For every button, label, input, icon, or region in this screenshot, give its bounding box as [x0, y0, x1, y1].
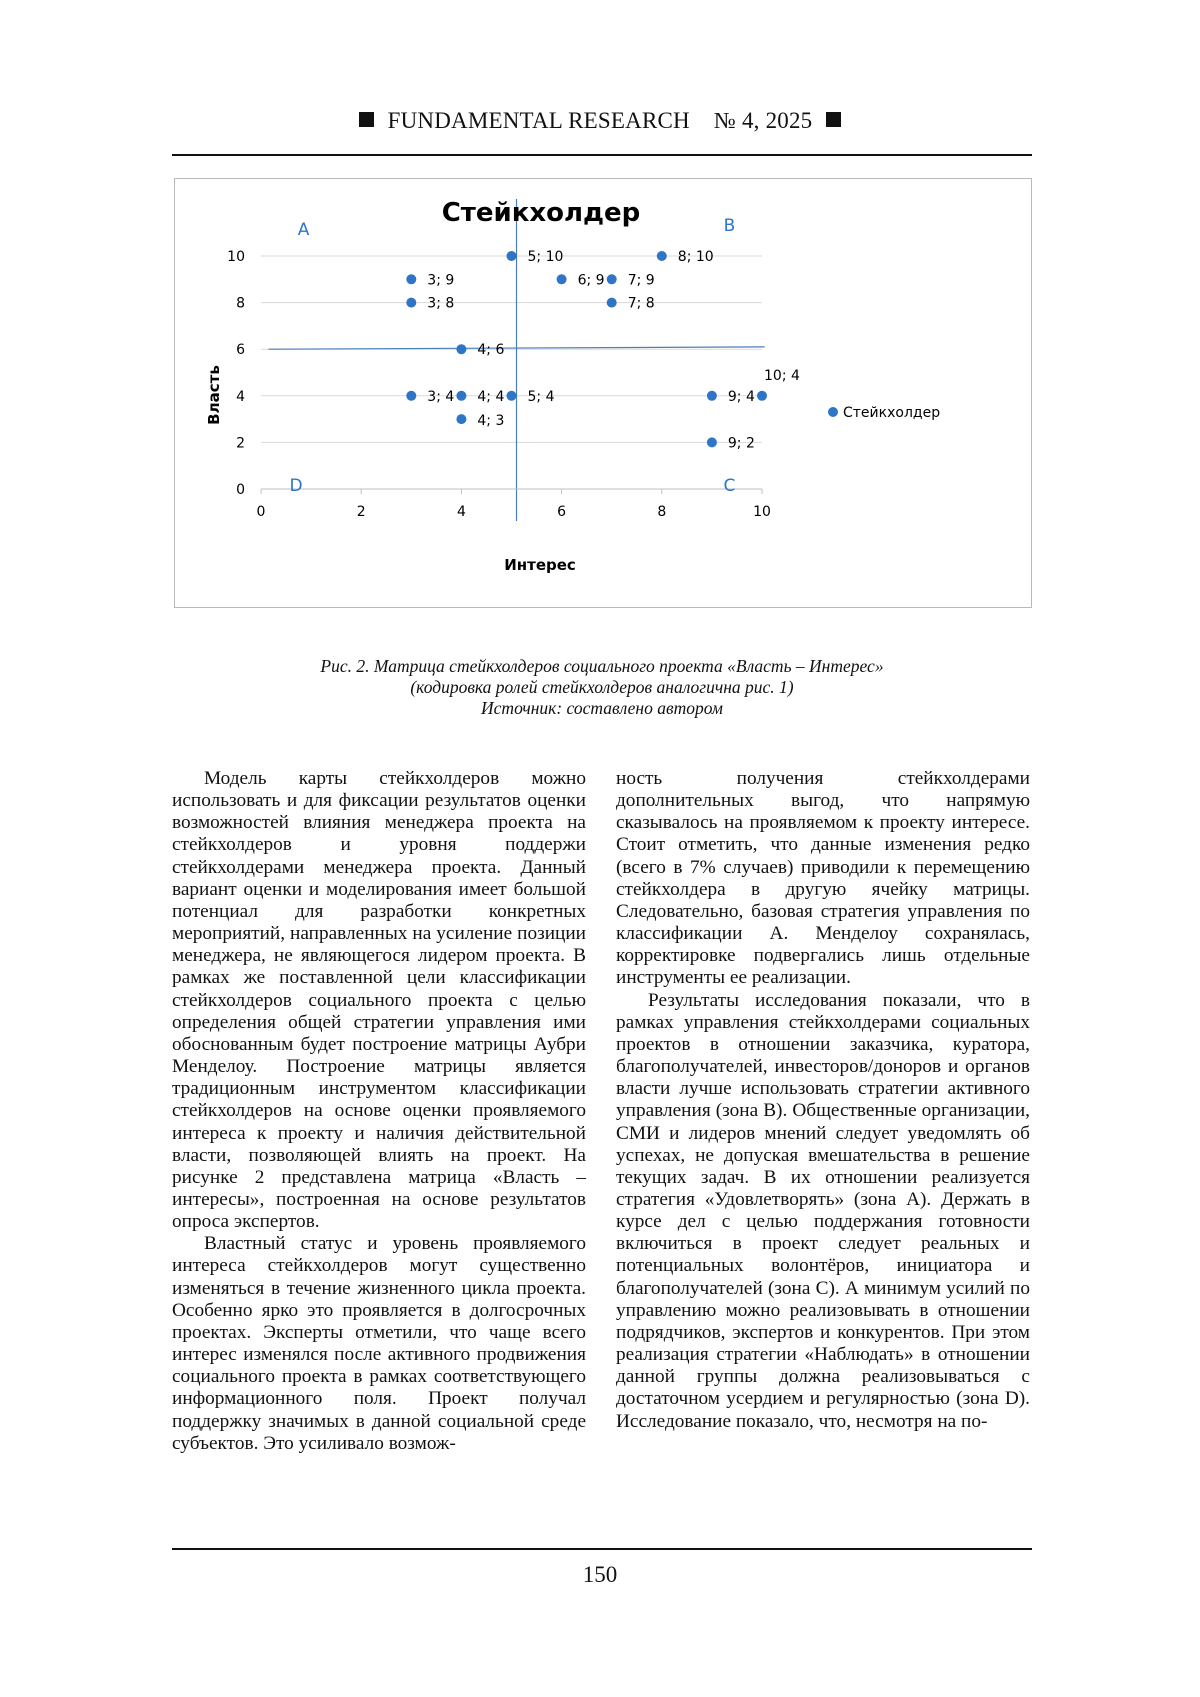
x-tick-label: 6 — [557, 504, 567, 520]
zone-label: C — [723, 476, 736, 496]
journal-year: 2025 — [765, 108, 813, 133]
data-point — [657, 251, 667, 261]
caption-line-2: (кодировка ролей стейкхолдеров аналогична рис. 1) — [410, 677, 794, 697]
caption-source: Источник: составлено автором — [481, 698, 723, 718]
legend-marker — [828, 407, 838, 417]
chart-title: Стейкхолдер — [441, 198, 641, 228]
data-point — [456, 391, 466, 401]
data-point — [456, 414, 466, 424]
data-label: 10; 4 — [764, 367, 800, 384]
chart-legend — [828, 405, 940, 421]
y-tick-label: 8 — [236, 295, 245, 312]
y-tick-label: 6 — [236, 342, 245, 359]
data-point — [406, 298, 416, 308]
data-label: 5; 4 — [527, 388, 555, 405]
paragraph: Модель карты стейкхолдеров можно использовать и для фиксации результатов оценки возможностей влияния менеджера проекта на стейкхолдеров и уровня поддержи стейкхолдерами менеджера проекта. Данный вариант оценки и моделирования имеет большой потенциал для разработки конкретных мероприятий, направленных на усиление позиции менеджера, не являющегося лидером проекта. В рамках же поставленной цели классификации стейкхолдеров социального проекта с целью определения общей стратегии управления ими обоснованным будет построение матрицы Аубри Менделоу. Построение матрицы является традиционным инструментом классификации стейкхолдеров на основе оценки проявляемого интереса к проекту и наличия действительной власти, позволяющей влиять на проект. На рисунке 2 представлена матрица «Власть – интересы», построенная на основе результатов опроса экспертов. — [172, 768, 586, 1233]
chart-svg — [175, 179, 1031, 607]
x-tick-label: 4 — [456, 504, 466, 520]
data-label: 9; 2 — [727, 435, 755, 452]
paragraph: Властный статус и уровень проявляемого интереса стейкхолдеров могут существенно изменяться в течение жизненного цикла проекта. Особенно ярко это проявляется в долгосрочных проектах. Эксперты отметили, что чаще всего интерес изменялся после активного продвижения социального проекта в рамках соответствующего информационного поля. Проект получал поддержку значимых в данной социальной среде субъектов. Это усиливало возмож- — [172, 1233, 586, 1454]
data-label: 7; 9 — [627, 272, 655, 289]
data-label: 4; 6 — [477, 342, 505, 359]
data-point — [707, 437, 717, 447]
square-bullet-icon — [359, 112, 374, 127]
figure-caption — [172, 656, 1032, 719]
data-label: 4; 4 — [477, 388, 505, 405]
x-axis-label: Интерес — [504, 556, 576, 574]
data-label: 8; 10 — [677, 249, 714, 265]
data-point — [757, 391, 767, 401]
data-label: 9; 4 — [727, 388, 755, 405]
caption-line-1: Рис. 2. Матрица стейкхолдеров социального проекта «Власть – Интерес» — [320, 656, 884, 676]
y-tick-label: 10 — [227, 249, 245, 265]
data-point — [456, 344, 466, 354]
data-label: 3; 8 — [427, 295, 455, 312]
data-point — [557, 274, 567, 284]
y-axis-label: Власть — [205, 365, 223, 425]
data-label: 4; 3 — [477, 413, 505, 430]
data-point — [507, 391, 517, 401]
x-tick-label: 2 — [356, 504, 366, 520]
footer-rule — [172, 1548, 1032, 1550]
y-tick-label: 4 — [236, 388, 245, 405]
journal-issue: № 4, — [713, 108, 760, 133]
data-point — [607, 274, 617, 284]
x-tick-label: 8 — [657, 504, 667, 520]
x-tick-label: 10 — [753, 504, 771, 520]
square-bullet-icon — [826, 112, 841, 127]
data-label: 6; 9 — [577, 272, 605, 289]
data-point — [707, 391, 717, 401]
legend-entry: Стейкхолдер — [843, 405, 941, 421]
right-column — [616, 768, 1030, 1433]
journal-header — [0, 108, 1200, 134]
paragraph: ность получения стейкхолдерами дополнительных выгод, что напрямую сказывалось на проявляемом к проекту интересе. Стоит отметить, что данные изменения редко (всего в 7% случаев) приводили к перемещению стейкхолдера в другую ячейку матрицы. Следовательно, базовая стратегия управления по классификации А. Менделоу сохранялась, корректировке подвергались лишь отдельные инструменты ее реализации. — [616, 768, 1030, 989]
zone-label: B — [723, 216, 736, 236]
data-point — [607, 298, 617, 308]
left-column — [172, 768, 586, 1455]
data-point — [406, 274, 416, 284]
data-label: 3; 4 — [427, 388, 455, 405]
data-label: 7; 8 — [627, 295, 655, 312]
header-rule — [172, 154, 1032, 156]
scatter-chart — [174, 178, 1032, 608]
data-point — [507, 251, 517, 261]
paragraph: Результаты исследования показали, что в рамках управления стейкхолдерами социальных проектов в отношении заказчика, куратора, благополучателей, инвесторов/доноров и органов власти лучше использовать стратегии активного управления (зона B). Общественные организации, СМИ и лидеров мнений следует уведомлять об успехах, не допуская вмешательства в решение текущих задач. В их отношении реализуется стратегия «Удовлетворять» (зона А). Держать в курсе дел с целью поддержания готовности включиться в проект следует реальных и потенциальных волонтёров, инициатора и благополучателей (зона С). А минимум усилий по управлению можно реализовывать в отношении подрядчиков, экспертов и конкурентов. При этом реализация стратегии «Наблюдать» в отношении данной группы должна реализовываться с достаточном усердием и регулярностью (зона D). Исследование показало, что, несмотря на по- — [616, 989, 1030, 1432]
page-number: 150 — [582, 1562, 618, 1587]
data-label: 5; 10 — [527, 249, 564, 265]
x-tick-label: 0 — [256, 504, 266, 520]
zone-label: A — [297, 220, 310, 240]
data-label: 3; 9 — [427, 272, 455, 289]
zone-label: D — [289, 476, 303, 496]
y-tick-label: 0 — [236, 482, 245, 498]
journal-title: FUNDAMENTAL RESEARCH — [387, 108, 690, 133]
y-tick-label: 2 — [236, 435, 245, 452]
data-point — [406, 391, 416, 401]
